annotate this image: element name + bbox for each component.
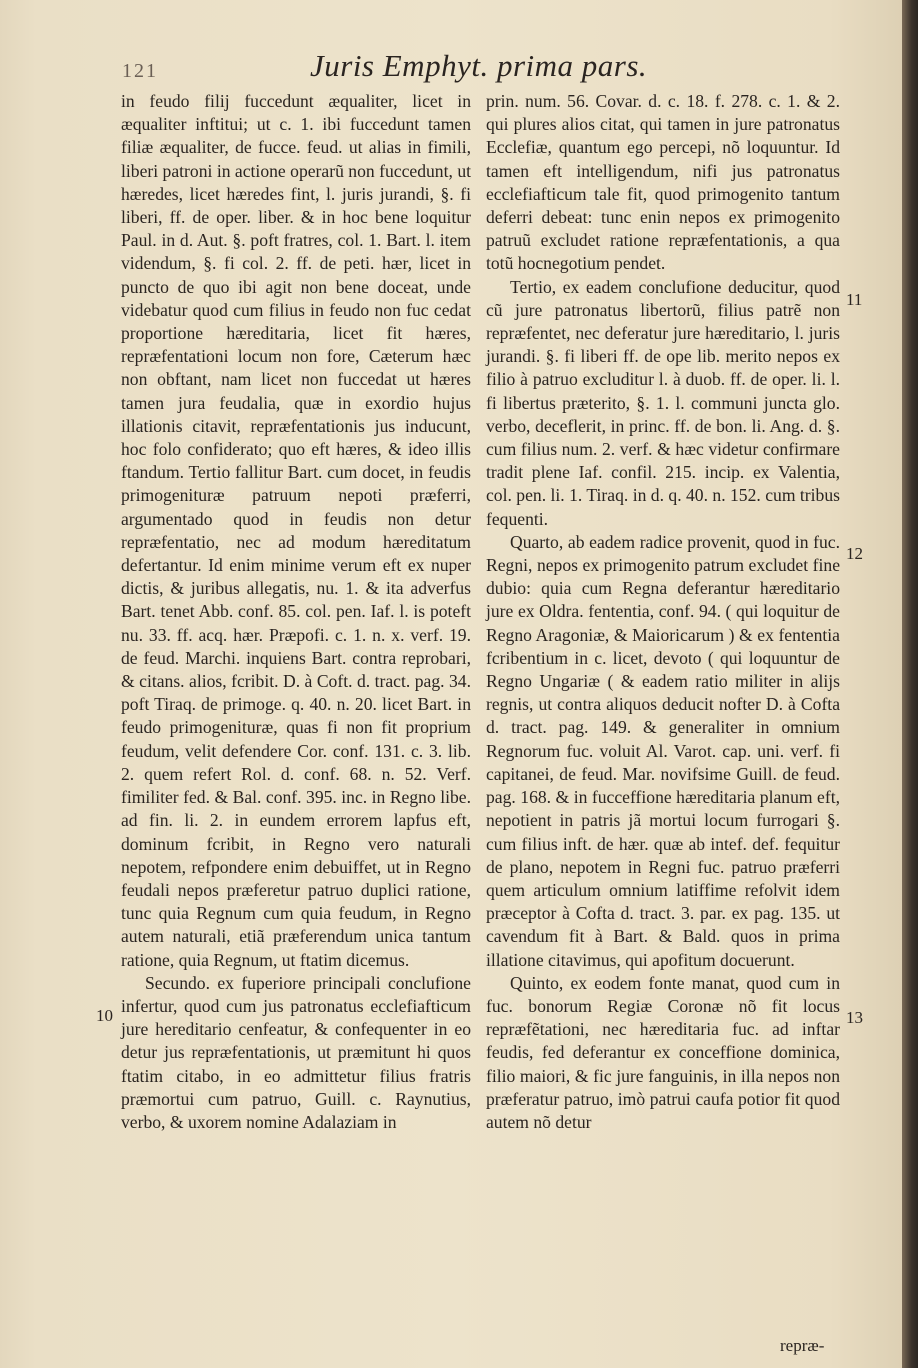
folio-number: 121: [122, 60, 158, 82]
book-edge: [902, 0, 918, 1368]
right-paragraph: prin. num. 56. Covar. d. c. 18. f. 278. c. 1. & 2. qui plures alios citat, qui tamen in jure patronatus Ecclefiæ, quantum ego percepi, nõ loquuntur. Id tamen eft intelligendum, nifi jus patronatus ecclefiafticum tale fit, quod primogenito tantum deferri debeat: tunc enin nepos ex primogenito patruũ excludet ratione repræfentationis, a qua totũ hocnegotium pendet.: [486, 91, 840, 274]
left-paragraph: in feudo filij fuccedunt æqualiter, licet in æqualiter inftitui; ut c. 1. ibi fuccedunt tamen filiæ æqualiter, de fucce. feud. ut alias in fimili, liberi patroni in actione operarũ non fuccedunt, ut hæredes, licet hæredes fint, l. juris jurandi, §. fi liberi, ff. de oper. liber. & in hoc bene loquitur Paul. in d. Aut. §. poft fratres, col. 1. Bart. l. item videndum, §. fi col. 2. ff. de peti. hær, licet in puncto de quo ibi agit non bene doceat, unde videbatur quod cum filius in feudo non fuc cedat proportione hæreditaria, licet fit hæres, repræfentationi locum non fore, Cæterum hæc non obftant, nam licet non fuccedat ut hæres tamen jura feudalia, quæ in exordio hujus illationis citavit, repræfentationis jus inducunt, hoc folo confiderato; quo eft hæres, & ideo illis ftandum. Tertio fallitur Bart. cum docet, in feudis primogenituræ patruum nepoti præferri, argumentado quod in feudis non detur repræfentatio, nec ad modum hæreditatum defertantur. Id enim minime verum eft ex nuper dictis, & juribus allegatis, nu. 1. & ita adverfus Bart. tenet Abb. conf. 85. col. pen. Iaf. l. is poteft nu. 33. ff. acq. hær. Præpofi. c. 1. n. x. verf. 19. de feud. Marchi. inquiens Bart. contra reprobari, & citans. alios, fcribit. D. à Coft. d. tract. pag. 34. poft Tiraq. de primoge. q. 40. n. 20. licet Bart. in feudo primogenituræ, quas fi non fit proprium feudum, velit defendere Cor. conf. 131. c. 3. lib. 2. quem refert Rol. d. conf. 68. n. 52. Verf. fimiliter fed. & Bal. conf. 395. inc. in Regno libe. ad fin. li. 2. in eundem errorem lapfus eft, dominum fcribit, in Regno vero naturali nepotem, refpondere enim debuiffet, ut in Regno feudali nepos præferetur patruo duplici ratione, tunc quia Regnum cum quia feudum, in Regno autem naturali, etiã præferendum unica tantum ratione, quia Regnum, ut ftatim dicemus.: [121, 91, 471, 970]
running-title: Juris Emphyt. prima pars.: [310, 48, 648, 83]
right-paragraph: Quarto, ab eadem radice provenit, quod in fuc. Regni, nepos ex primogenito patrum excludet fine dubio: quia cum Regna deferantur hæreditario jure ex Oldra. fententia, conf. 94. ( qui loquitur de Regno Aragoniæ, & Maioricarum ) & ex fententia fcribentium in c. licet, devoto ( qui loquuntur de Regno Ungariæ ( & eadem ratio militer in alijs regnis, ut contra aliquos deducit nofter D. à Cofta d. tract. pag. 149. & generaliter in omnium Regnorum fuc. voluit Al. Varot. cap. uni. verf. fi capitanei, de feud. Mar. novifsime Guill. de feud. pag. 168. & in fucceffione hæreditaria planum eft, nepotient in patris jã mortui locum furrogari §. cum filius inft. de hær. quæ ab intef. def. fequitur de plano, nepotem in Regni fuc. patruo præferri quem articulum omnium latiffime refolvit idem præceptor à Cofta d. tract. 3. par. ex pag. 135. ut cavendum fit à Bart. & Bald. quos in prima illatione citavimus, qui apofitum docuerunt.: [486, 531, 840, 970]
margin-number: 10: [96, 1006, 113, 1025]
margin-number: 12: [846, 544, 863, 563]
left-column: [121, 90, 471, 1134]
margin-number: 11: [846, 290, 863, 309]
right-column: [486, 90, 840, 1134]
margin-number: 13: [846, 1008, 863, 1027]
page-header: [0, 48, 902, 88]
right-paragraph: Quinto, ex eodem fonte manat, quod cum in fuc. bonorum Regiæ Coronæ nõ fit locus repræfẽtationi, nec hæreditaria fuc. ad inftar feudis, fed deferantur ex conceffione dominica, filio maiori, & fic jure fanguinis, in illa nepos non præferatur patruo, imò patrui caufa potior fit quod autem nõ detur: [486, 972, 840, 1132]
right-paragraph: Tertio, ex eadem conclufione deducitur, quod cũ jure patronatus libertorũ, filius patrẽ non repræfentet, nec deferatur jure hæreditario, l. juris jurandi. §. fi liberi ff. de ope lib. merito nepos ex filio à patruo excluditur l. à duob. ff. de oper. li. l. fi libertus præterito, §. 1. l. communi juncta glo. verbo, deceflerit, in princ. ff. de bon. li. Ang. d. §. cum filius num. 2. verf. & hæc videtur confirmare tradit plene Iaf. confil. 215. incip. ex Valentia, col. pen. li. 1. Tiraq. in d. q. 40. n. 152. cum tribus fequenti.: [486, 276, 840, 529]
catchword: repræ-: [780, 1336, 825, 1355]
left-paragraph: Secundo. ex fuperiore principali conclufione infertur, quod cum jus patronatus ecclefiafticum jure hereditario cenfeatur, & confequenter in eo detur jus repræfentationis, ut præmitunt hi quos ftatim citabo, in eo admittetur filius fratris præmortui cum patruo, Guill. c. Raynutius, verbo, & uxorem nomine Adalaziam in: [121, 972, 471, 1132]
